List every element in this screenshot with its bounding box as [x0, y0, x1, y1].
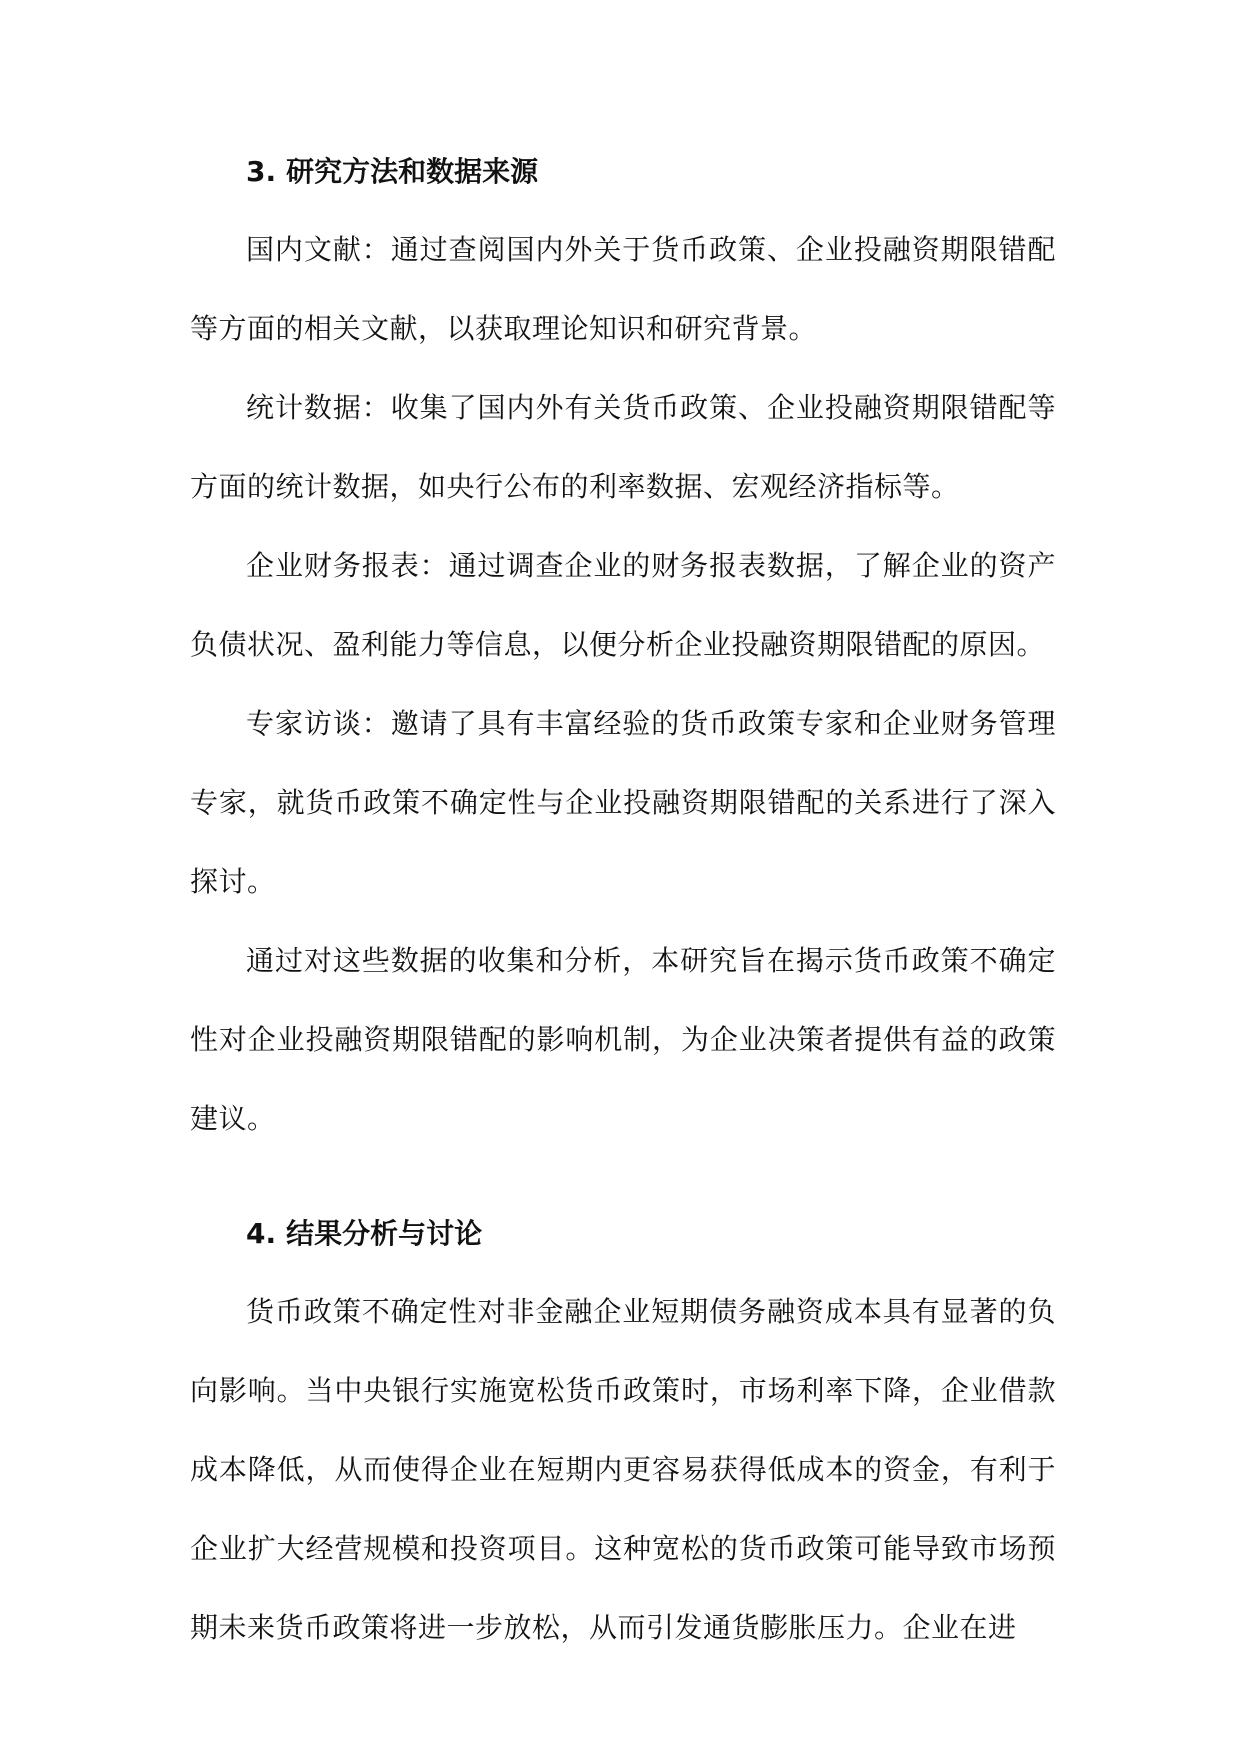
document-content [190, 140, 1056, 1667]
paragraph: 专家访谈：邀请了具有丰富经验的货币政策专家和企业财务管理专家，就货币政策不确定性与企业投融资期限错配的关系进行了深入探讨。 [190, 707, 1056, 898]
paragraph: 企业财务报表：通过调查企业的财务报表数据，了解企业的资产负债状况、盈利能力等信息，以便分析企业投融资期限错配的原因。 [190, 549, 1056, 661]
paragraph: 国内文献：通过查阅国内外关于货币政策、企业投融资期限错配等方面的相关文献，以获取理论知识和研究背景。 [190, 233, 1056, 345]
section-number: 4. [246, 1217, 277, 1250]
paragraph: 通过对这些数据的收集和分析，本研究旨在揭示货币政策不确定性对企业投融资期限错配的影响机制，为企业决策者提供有益的政策建议。 [190, 944, 1056, 1135]
paragraph: 统计数据：收集了国内外有关货币政策、企业投融资期限错配等方面的统计数据，如央行公布的利率数据、宏观经济指标等。 [190, 391, 1056, 503]
section-heading-4 [190, 1202, 1056, 1266]
section-title: 研究方法和数据来源 [286, 155, 539, 188]
section-number: 3. [246, 155, 277, 188]
paragraph: 货币政策不确定性对非金融企业短期债务融资成本具有显著的负向影响。当中央银行实施宽松货币政策时，市场利率下降，企业借款成本降低，从而使得企业在短期内更容易获得低成本的资金，有利于企业扩大经营规模和投资项目。这种宽松的货币政策可能导致市场预期未来货币政策将进一步放松，从而引发通货膨胀压力。企业在进 [190, 1295, 1056, 1644]
section-heading-3 [190, 140, 1056, 204]
section-title: 结果分析与讨论 [286, 1217, 483, 1250]
